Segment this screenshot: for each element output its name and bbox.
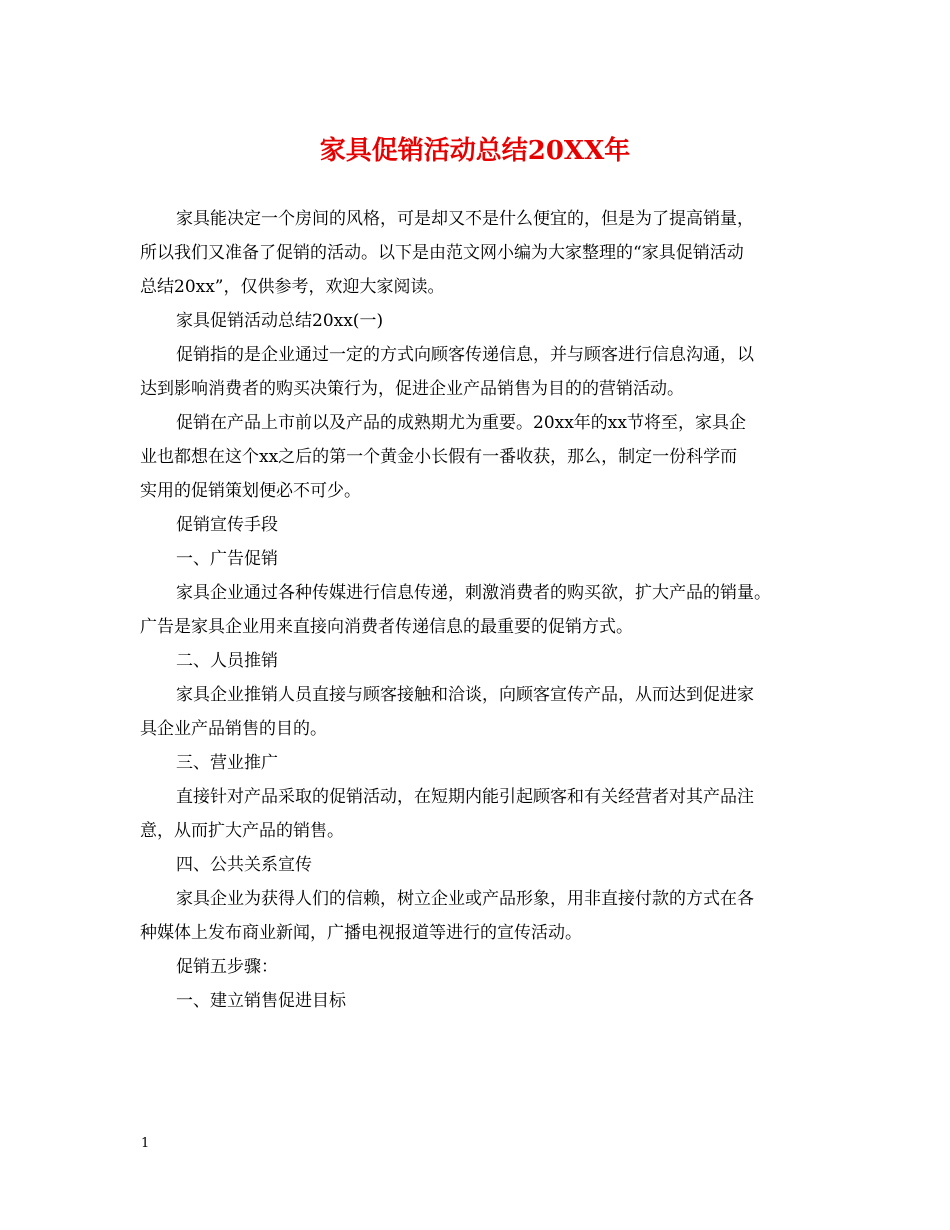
paragraph-line: 家具能决定一个房间的风格，可是却又不是什么便宜的，但是为了提高销量，	[176, 209, 754, 229]
paragraph-line: 实用的促销策划便必不可少。	[140, 481, 361, 501]
section-heading: 一、广告促销	[176, 549, 278, 569]
section-heading: 促销五步骤：	[176, 957, 278, 977]
document-body	[140, 202, 826, 1018]
paragraph-line: 意，从而扩大产品的销售。	[140, 821, 344, 841]
paragraph-line: 达到影响消费者的购买决策行为，促进企业产品销售为目的的营销活动。	[140, 379, 684, 399]
section-heading: 家具促销活动总结20xx(一)	[176, 311, 384, 331]
section-heading: 二、人员推销	[176, 651, 278, 671]
paragraph-line: 家具企业推销人员直接与顾客接触和洽谈，向顾客宣传产品，从而达到促进家	[176, 685, 754, 705]
document-title: 家具促销活动总结20XX年	[319, 136, 631, 166]
section-heading: 一、建立销售促进目标	[176, 991, 346, 1011]
section-heading: 四、公共关系宣传	[176, 855, 312, 875]
paragraph-line: 业也都想在这个xx之后的第一个黄金小长假有一番收获，那么，制定一份科学而	[140, 447, 738, 467]
paragraph-line: 总结20xx”，仅供参考，欢迎大家阅读。	[140, 277, 445, 297]
section-heading: 促销宣传手段	[176, 515, 278, 535]
paragraph-line: 所以我们又准备了促销的活动。以下是由范文网小编为大家整理的“家具促销活动	[140, 243, 744, 263]
page-number: 1	[141, 1136, 150, 1151]
section-heading: 三、营业推广	[176, 753, 278, 773]
paragraph-line: 促销在产品上市前以及产品的成熟期尤为重要。20xx年的xx节将至，家具企	[176, 413, 746, 433]
paragraph-line: 家具企业为获得人们的信赖，树立企业或产品形象，用非直接付款的方式在各	[176, 889, 754, 909]
paragraph-line: 广告是家具企业用来直接向消费者传递信息的最重要的促销方式。	[140, 617, 633, 637]
paragraph-line: 直接针对产品采取的促销活动，在短期内能引起顾客和有关经营者对其产品注	[176, 787, 754, 807]
paragraph-line: 具企业产品销售的目的。	[140, 719, 327, 739]
paragraph-line: 促销指的是企业通过一定的方式向顾客传递信息，并与顾客进行信息沟通，以	[176, 345, 754, 365]
paragraph-line: 家具企业通过各种传媒进行信息传递，刺激消费者的购买欲，扩大产品的销量。	[176, 583, 771, 603]
paragraph-line: 种媒体上发布商业新闻，广播电视报道等进行的宣传活动。	[140, 923, 582, 943]
